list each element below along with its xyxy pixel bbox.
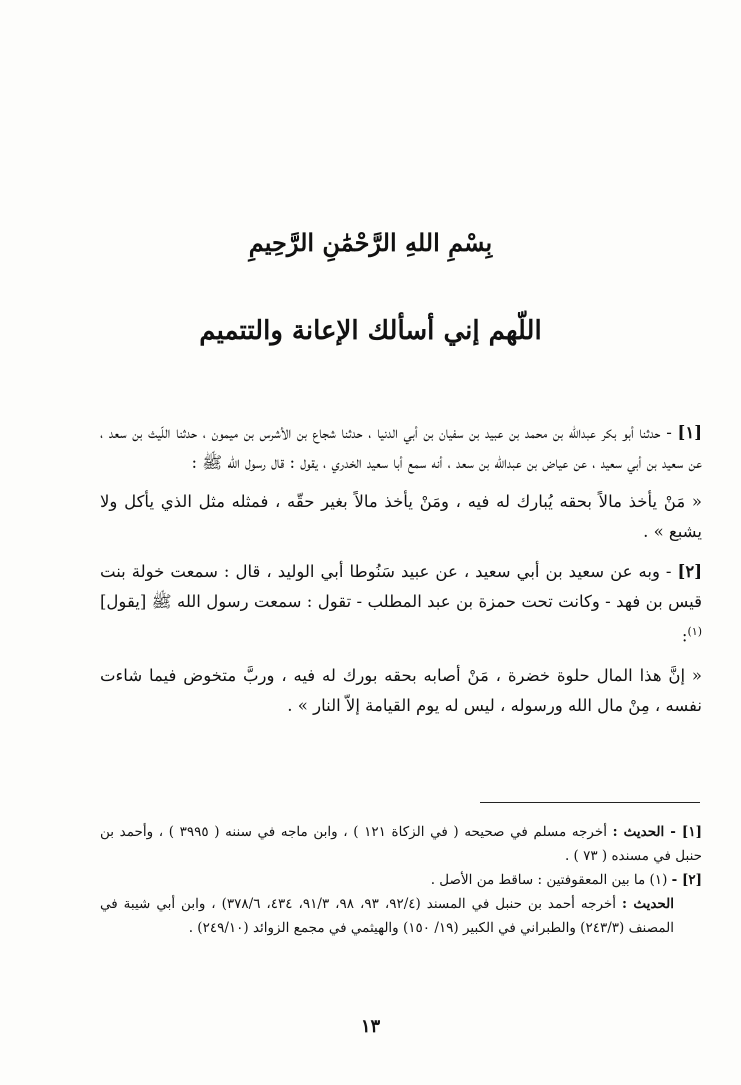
footnote-ref-1: (١) <box>687 625 702 638</box>
footnote-2-hadith-label: الحديث : <box>621 896 675 912</box>
footnote-2-label: [٢] - <box>671 872 702 888</box>
chapter-title: اللّهم إني أسألك الإعانة والتتميم <box>199 316 542 346</box>
hadith-2-text: « إنَّ هذا المال حلوة خضرة ، مَنْ أصابه بحقه بورك له فيه ، وربَّ متخوض فيما شاءت نفسه ، مِنْ مال الله ورسوله ، ليس له يوم القيامة إلاّ النار » . <box>100 665 702 715</box>
page-number: ١٣ <box>360 1016 381 1037</box>
footnote-2-line1: (١) ما بين المعقوفتين : ساقط من الأصل . <box>430 872 668 888</box>
hadith-2-chain-text: - وبه عن سعيد بن أبي سعيد ، عن عبيد سَنُوطا أبي الوليد ، قال : سمعت خولة بنت قيس بن فهد - وكانت تحت حمزة بن عبد المطلب - تقول : سمعت رسول الله ﷺ [يقول] <box>100 562 702 611</box>
footnote-1 <box>100 820 702 868</box>
footnotes <box>100 820 702 940</box>
footnote-2-hadith-text: أخرجه أحمد بن حنبل في المسند (٩٢/٤، ٩٣، ٩٨، ٩١/٣، ٤٣٤، ٣٧٨/٦) ، وابن أبي شيبة في المصنف (٢٤٣/٣) والطبراني في الكبير (١٩/ ١٥٠) والهيثمي في مجمع الزوائد (٢٤٩/١٠) . <box>100 896 674 936</box>
hadith-1-text: « مَنْ يأخذ مالاً بحقه يُبارك له فيه ، ومَنْ يأخذ مالاً بغير حقّه ، فمثله مثل الذي يأكل ولا يشبع » . <box>100 492 702 541</box>
footnote-2 <box>100 868 702 892</box>
main-text <box>100 418 702 731</box>
hadith-1-chain-text: - حدثنا أبو بكر عبدالله بن محمد بن عبيد بن سفيان بن أبي الدنيا ، حدثنا شجاع بن الأشرس بن ميمون ، حدثنا اللّيث بن سعد ، عن سعيد بن أبي سعيد ، عن عياض بن عبدالله بن سعد ، أنه سمع أبا سعيد الخدري ، يقول : قال رسول الله ﷺ : <box>100 423 702 472</box>
basmala-header: بِسْمِ اللهِ الرَّحْمَٰنِ الرَّحِيمِ <box>248 228 493 257</box>
hadith-1-chain <box>100 418 702 478</box>
hadith-1-number: [١] <box>677 423 703 442</box>
footnote-1-label: [١] - الحديث : <box>612 824 702 840</box>
footnote-divider <box>480 802 700 803</box>
footnote-2-hadith <box>100 892 702 940</box>
hadith-2-number: [٢] <box>677 562 703 581</box>
hadith-2-chain-end: : <box>681 626 688 646</box>
footnote-1-text: أخرجه مسلم في صحيحه ( في الزكاة ١٢١ ) ، وابن ماجه في سننه ( ٣٩٩٥ ) ، وأحمد بن حنبل في مسنده ( ٧٣ ) . <box>100 824 702 864</box>
hadith-2-chain <box>100 557 702 652</box>
